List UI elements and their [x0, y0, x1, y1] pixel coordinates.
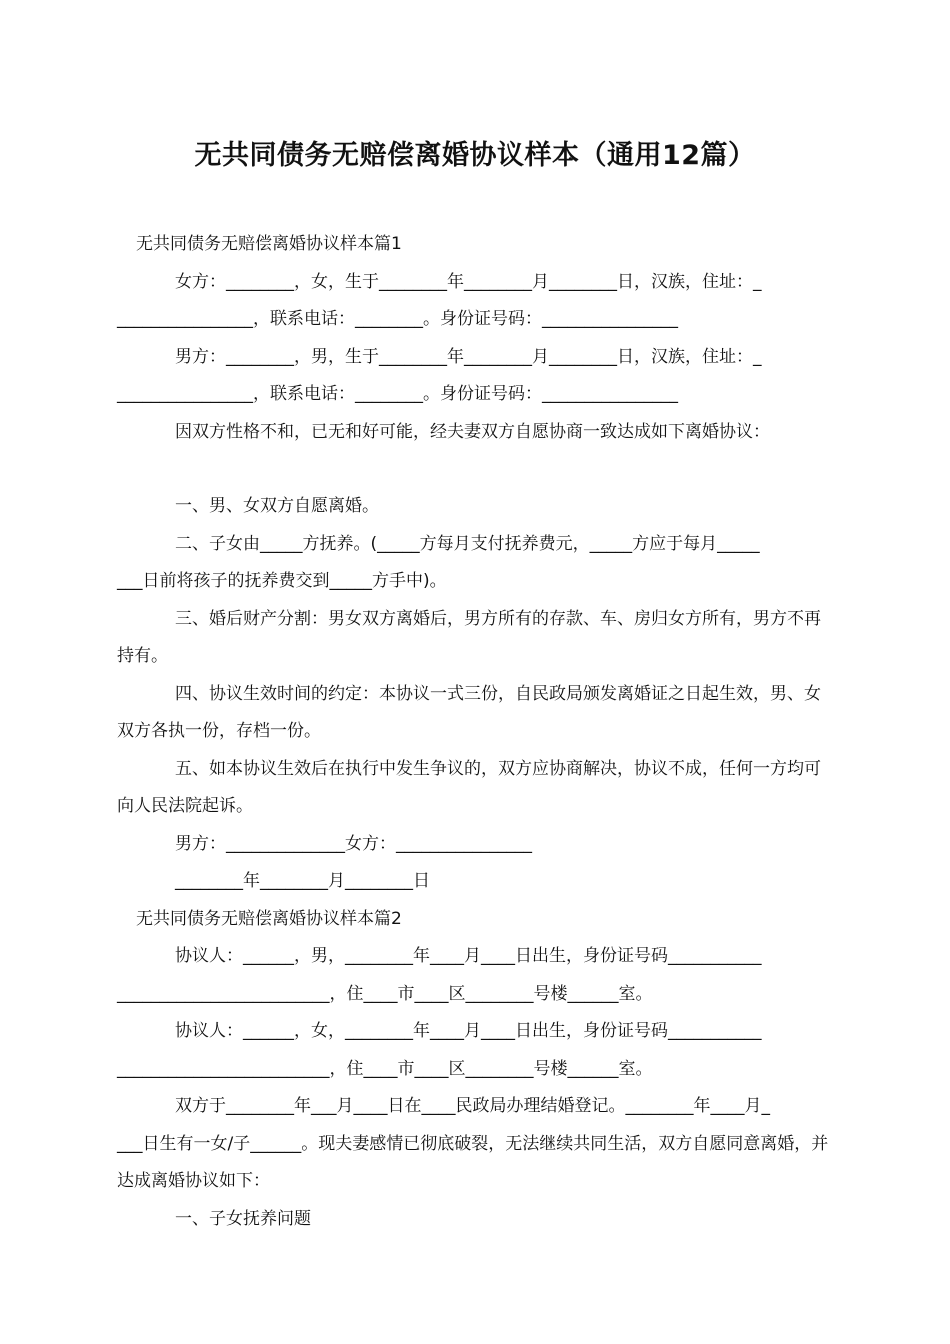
paragraph-line: _________________________，住____市____区________号楼______室。	[117, 1058, 653, 1079]
paragraph-line: _________________________，住____市____区________号楼______室。	[117, 983, 653, 1004]
paragraph-line: 男方：______________女方：________________	[175, 833, 532, 854]
blank-line	[117, 451, 837, 488]
paragraph-line: ___日前将孩子的抚养费交到_____方手中)。	[117, 571, 447, 591]
paragraph-line: 男方：________，男，生于________年________月________日，汉族，住址：_	[175, 346, 762, 367]
paragraph-line: 一、男、女双方自愿离婚。	[175, 496, 379, 516]
paragraph-line: ________年________月________日	[175, 871, 430, 891]
paragraph-line: 协议人：______，男，________年____月____日出生，身份证号码___________	[175, 946, 762, 966]
paragraph-line: 协议人：______，女，________年____月____日出生，身份证号码___________	[175, 1021, 762, 1041]
paragraph-line: 四、协议生效时间的约定：本协议一式三份，自民政局颁发离婚证之日起生效，男、女双方各执一份，存档一份。	[117, 683, 821, 741]
paragraph-line: ________________，联系电话：________。身份证号码：________________	[117, 384, 678, 404]
paragraph-line: 二、子女由_____方抚养。(_____方每月支付抚养费元，_____方应于每月_____	[175, 533, 760, 554]
document-body	[117, 226, 837, 1238]
paragraph-line: 因双方性格不和，已无和好可能，经夫妻双方自愿协商一致达成如下离婚协议：	[175, 421, 770, 442]
paragraph-line: ___日生有一女/子______。现夫妻感情已彻底破裂，无法继续共同生活，双方自愿同意离婚，并达成离婚协议如下：	[117, 1133, 829, 1191]
paragraph-line: 三、婚后财产分割：男女双方离婚后，男方所有的存款、车、房归女方所有，男方不再持有。	[117, 608, 821, 666]
paragraph-line: 女方：________，女，生于________年________月________日，汉族，住址：_	[175, 271, 762, 292]
paragraph-line: 双方于________年___月____日在____民政局办理结婚登记。________年____月_	[175, 1096, 770, 1116]
paragraph-line: ________________，联系电话：________。身份证号码：________________	[117, 309, 678, 329]
paragraph-line: 一、子女抚养问题	[175, 1208, 311, 1229]
section-heading: 无共同债务无赔偿离婚协议样本篇2	[136, 908, 402, 929]
section-heading: 无共同债务无赔偿离婚协议样本篇1	[136, 234, 402, 254]
paragraph-line: 五、如本协议生效后在执行中发生争议的，双方应协商解决，协议不成，任何一方均可向人民法院起诉。	[117, 758, 821, 816]
document-title: 无共同债务无赔偿离婚协议样本（通用12篇）	[194, 140, 756, 171]
